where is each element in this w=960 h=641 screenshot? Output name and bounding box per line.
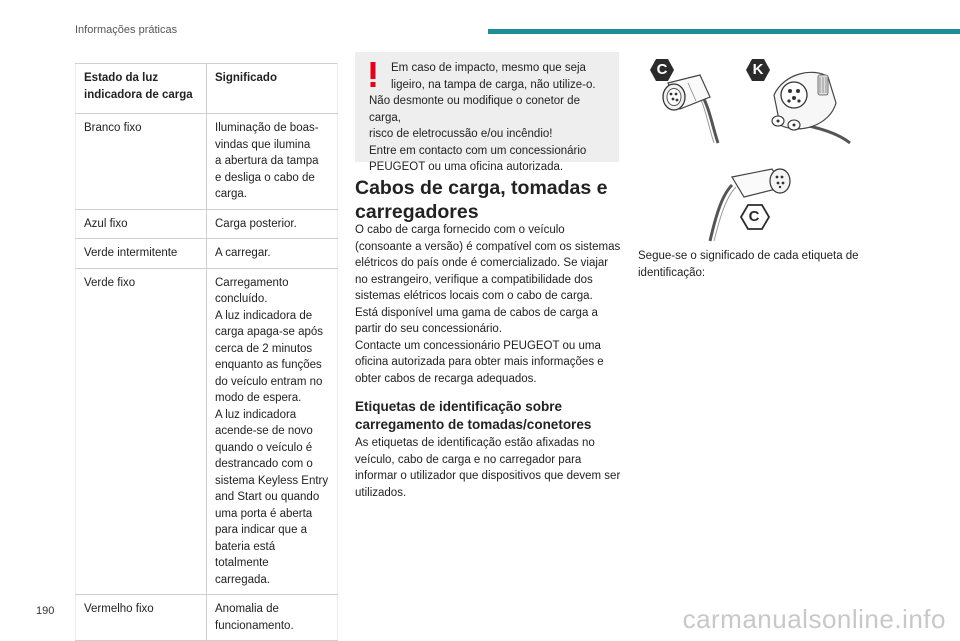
warning-line: Em caso de impacto, mesmo que seja [391, 62, 586, 74]
table-header-state: Estado da luz indicadora de carga [76, 64, 207, 114]
table-cell-state: Verde fixo [76, 268, 207, 595]
section-header-title: Informações práticas [75, 24, 178, 36]
badge-c-outline-label: C [748, 208, 760, 225]
subsection-heading: Etiquetas de identificação sobre carregamento de tomadas/conetores [355, 399, 592, 432]
table-row [76, 114, 338, 210]
warning-line: Não desmonte ou modifique o conetor de carga, [369, 95, 580, 124]
warning-line: PEUGEOT ou uma oficina autorizada. [369, 161, 564, 173]
table-cell-state: Azul fixo [76, 209, 207, 239]
table-cell-state: Vermelho fixo [76, 595, 207, 641]
table-row [76, 268, 338, 595]
table-cell-state: Verde intermitente [76, 239, 207, 269]
table-cell-meaning: Carregamento concluído. A luz indicadora de carga apaga-se após cerca de 2 minutos enquanto as funções do veículo entram no modo de espera. A luz indicadora acende-se de novo quando o veículo é destrancado com o sistema Keyless Entry and Start ou quando uma porta é aberta para indicar que a bateria está totalmente carregada. [207, 268, 338, 595]
badge-k-label: K [752, 61, 764, 78]
table-cell-meaning: Iluminação de boas- vindas que ilumina a abertura da tampa e desliga o cabo de carga. [207, 114, 338, 210]
warning-line: Entre em contacto com um concessionário [369, 144, 587, 157]
table-cell-meaning: Carga posterior. [207, 209, 338, 239]
cable-c-illustration [692, 165, 802, 245]
table-row [76, 209, 338, 239]
label-meaning-intro: Segue-se o significado de cada etiqueta de identificação: [638, 250, 859, 279]
section-paragraph: O cabo de carga fornecido com o veículo (consoante a versão) é compatível com os sistemas elétricos do país onde é comercializado. Se viajar no estrangeiro, verifique a compatibilidade dos sistemas elétricos locais com o cabo de carga. Está disponível uma gama de cabos de carga a partir do seu concessionário. Contacte um concessionário PEUGEOT ou uma oficina autorizada para obter mais informações e obter cabos de recarga adequados. [355, 224, 621, 385]
table-row [76, 239, 338, 269]
table-cell-meaning: A carregar. [207, 239, 338, 269]
exclamation-icon [370, 62, 376, 88]
subsection-paragraph: As etiquetas de identificação estão afixadas no veículo, cabo de carga e no carregador para informar o utilizador que dispositivos que devem ser utilizados. [355, 437, 621, 499]
table-header-meaning: Significado [207, 64, 338, 114]
watermark: carmanualsonline.info [682, 604, 946, 634]
header-accent-bar [488, 29, 960, 34]
warning-box [355, 52, 619, 173]
page-number: 190 [36, 605, 55, 617]
table-row [76, 595, 338, 641]
section-heading: Cabos de carga, tomadas e carregadores [355, 177, 608, 223]
warning-line: ligeiro, na tampa de carga, não utilize-o. [391, 78, 596, 91]
warning-line: risco de eletrocussão e/ou incêndio! [369, 128, 553, 140]
table-cell-state: Branco fixo [76, 114, 207, 210]
table-header-row [76, 64, 338, 114]
table-cell-meaning: Anomalia de funcionamento. [207, 595, 338, 641]
charge-indicator-table [75, 63, 338, 641]
badge-c-label: C [656, 61, 668, 78]
